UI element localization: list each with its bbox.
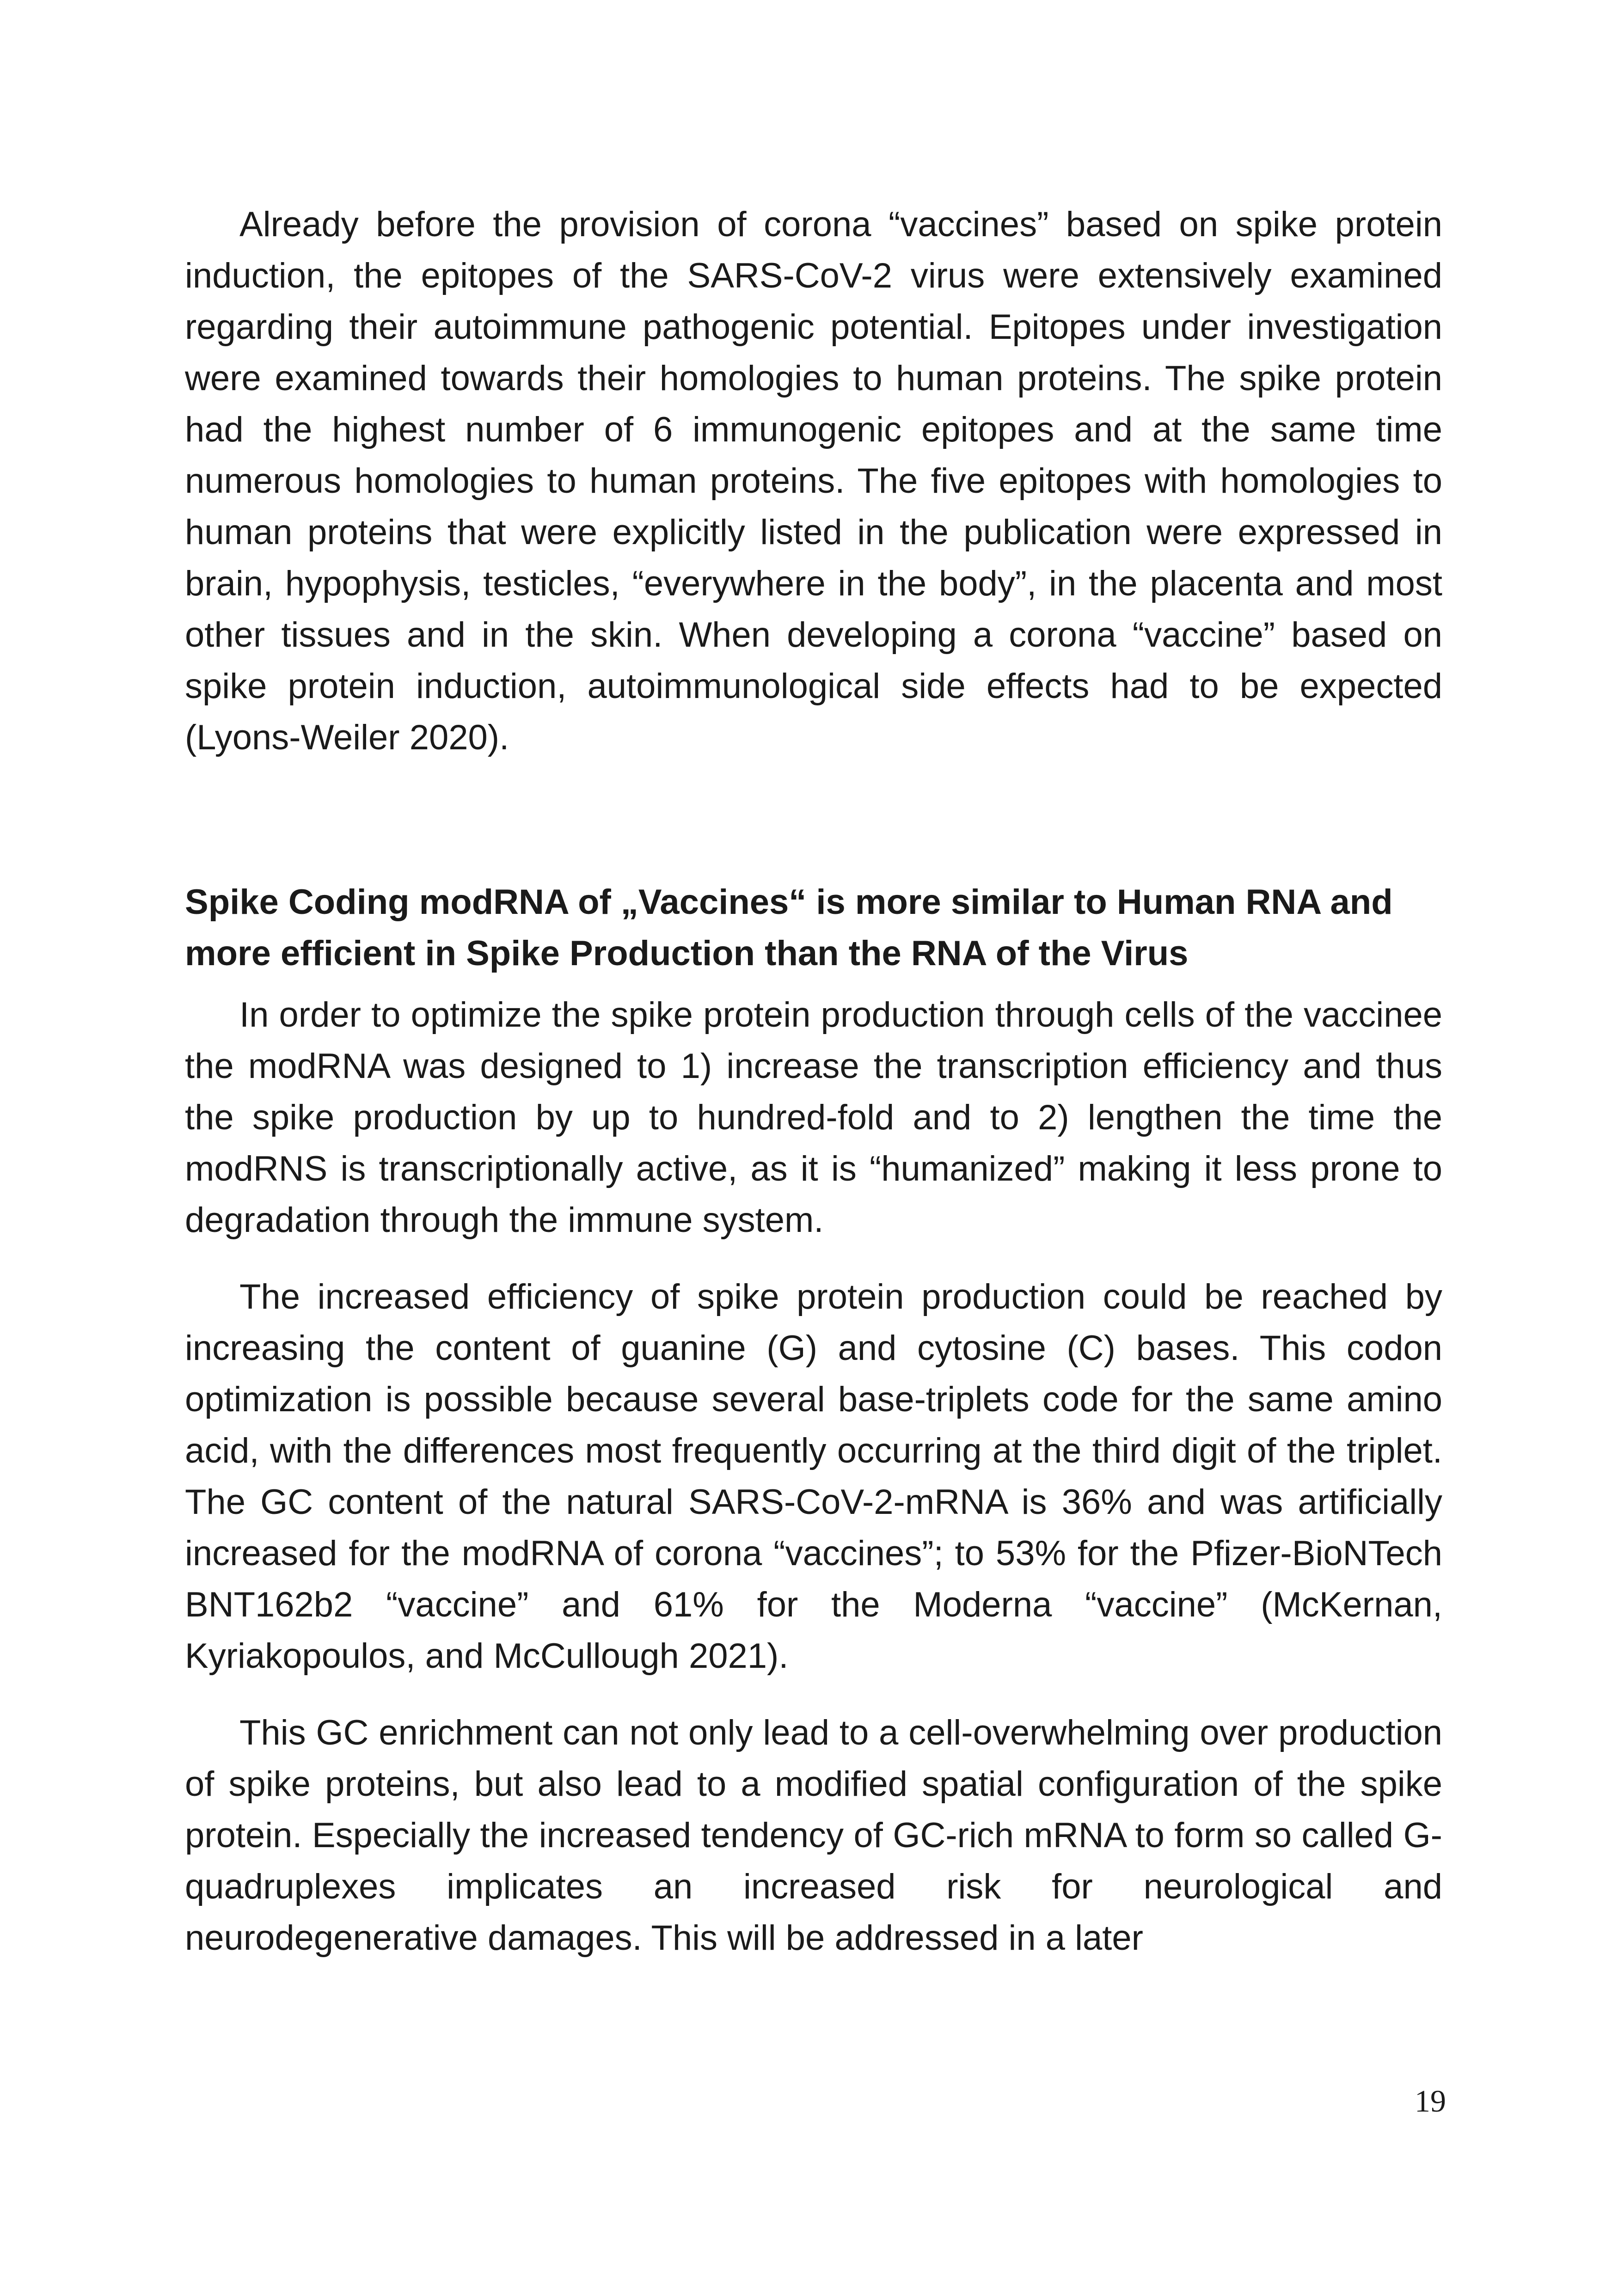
section-spacer xyxy=(185,763,1442,876)
intro-paragraph: Already before the provision of corona “vaccines” based on spike protein induction, the epitopes of the SARS-CoV-2 virus were extensively examined regarding their autoimmune pathogenic potential. Epitopes under investigation were examined towards their homologies to human proteins. The spike protein had the highest number of 6 immunogenic epitopes and at the same time numerous homologies to human proteins. The five epitopes with homologies to human proteins that were explicitly listed in the publication were expressed in brain, hypophysis, testicles, “everywhere in the body”, in the placenta and most other tissues and in the skin. When developing a corona “vaccine” based on spike protein induction, autoimmunological side effects had to be expected (Lyons-Weiler 2020). xyxy=(185,205,1442,757)
page-number: 19 xyxy=(1415,2083,1446,2118)
section-paragraph-1: In order to optimize the spike protein production through cells of the vaccinee the modRNA was designed to 1) increase the transcription efficiency and thus the spike production by up to hundred-fold and to 2) lengthen the time the modRNS is transcriptionally active, as it is “humanized” making it less prone to degradation through the immune system. xyxy=(185,995,1442,1240)
section-heading: Spike Coding modRNA of „Vaccines“ is more similar to Human RNA and more efficient in Spike Production than the RNA of the Virus xyxy=(185,882,1393,973)
section-paragraph-2: The increased efficiency of spike protein production could be reached by increasing the content of guanine (G) and cytosine (C) bases. This codon optimization is possible because several base-triplets code for the same amino acid, with the differences most frequently occurring at the third digit of the triplet. The GC content of the natural SARS-CoV-2-mRNA is 36% and was artificially increased for the modRNA of corona “vaccines”; to 53% for the Pfizer-BioNTech BNT162b2 “vaccine” and 61% for the Moderna “vaccine” (McKernan, Kyriakopoulos, and McCullough 2021). xyxy=(185,1277,1442,1676)
page-body xyxy=(185,199,1442,1964)
section-paragraph-3: This GC enrichment can not only lead to a cell-overwhelming over production of spike proteins, but also lead to a modified spatial configuration of the spike protein. Especially the increased tendency of GC-rich mRNA to form so called G-quadruplexes implicates an increased risk for neurological and neurodegenerative damages. This will be addressed in a later xyxy=(185,1713,1442,1958)
